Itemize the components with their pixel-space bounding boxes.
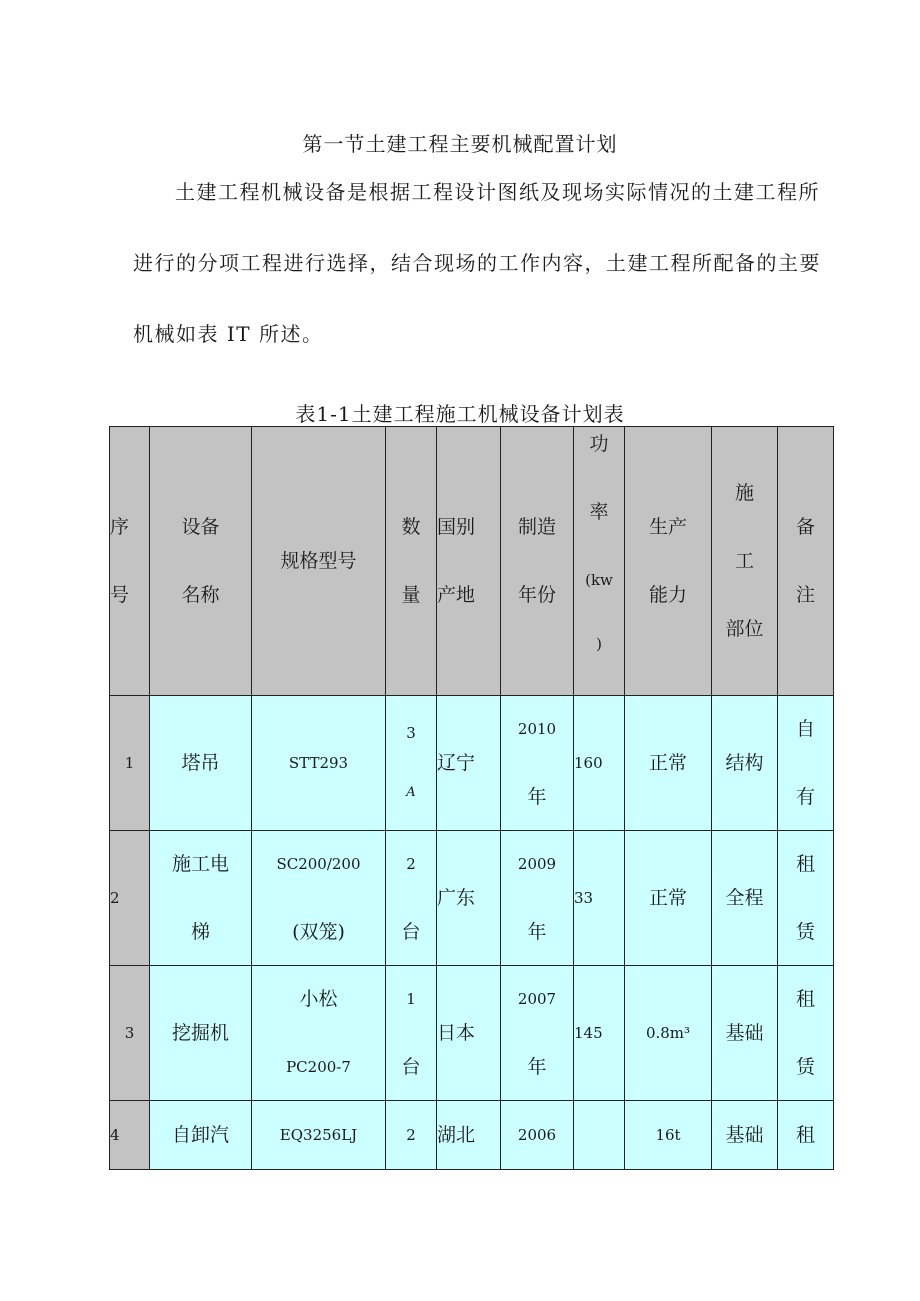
cell-remark: 租 赁 — [778, 831, 834, 966]
table-header-row — [110, 427, 834, 696]
cell-capacity: 正常 — [625, 831, 712, 966]
cell-power: 160 — [574, 696, 625, 831]
cell-seq: 4 — [110, 1101, 150, 1170]
cell-site: 基础 — [712, 966, 778, 1101]
cell-name: 挖掘机 — [150, 966, 252, 1101]
cell-capacity: 正常 — [625, 696, 712, 831]
header-power: 功 率 (kw ) — [574, 427, 625, 696]
cell-qty: 2 — [386, 1101, 437, 1170]
header-capacity: 生产 能力 — [625, 427, 712, 696]
header-qty: 数 量 — [386, 427, 437, 696]
cell-qty: 3 A — [386, 696, 437, 831]
header-origin: 国别 产地 — [437, 427, 501, 696]
cell-seq: 3 — [110, 966, 150, 1101]
body-paragraph — [133, 157, 833, 370]
cell-site: 结构 — [712, 696, 778, 831]
cell-qty: 2 台 — [386, 831, 437, 966]
cell-remark: 自 有 — [778, 696, 834, 831]
cell-origin: 广东 — [437, 831, 501, 966]
cell-year: 2007 年 — [501, 966, 574, 1101]
table-row — [110, 696, 834, 831]
cell-site: 全程 — [712, 831, 778, 966]
cell-seq: 1 — [110, 696, 150, 831]
cell-year: 2010 年 — [501, 696, 574, 831]
cell-spec: 小松 PC200-7 — [252, 966, 386, 1101]
paragraph-line-2: 进行的分项工程进行选择，结合现场的工作内容，土建工程所配备的主要 — [133, 251, 821, 275]
cell-spec: SC200/200 (双笼) — [252, 831, 386, 966]
table-row — [110, 1101, 834, 1170]
cell-name: 自卸汽 — [150, 1101, 252, 1170]
cell-capacity: 16t — [625, 1101, 712, 1170]
header-year: 制造 年份 — [501, 427, 574, 696]
table-row — [110, 831, 834, 966]
cell-remark: 租 — [778, 1101, 834, 1170]
cell-remark: 租 赁 — [778, 966, 834, 1101]
cell-power: 33 — [574, 831, 625, 966]
paragraph-line-1: 土建工程机械设备是根据工程设计图纸及现场实际情况的土建工程所 — [175, 180, 820, 204]
cell-origin: 湖北 — [437, 1101, 501, 1170]
section-heading: 第一节土建工程主要机械配置计划 — [302, 132, 618, 156]
table-row — [110, 966, 834, 1101]
header-name: 设备 名称 — [150, 427, 252, 696]
cell-year: 2009 年 — [501, 831, 574, 966]
cell-origin: 辽宁 — [437, 696, 501, 831]
cell-power — [574, 1101, 625, 1170]
cell-spec: EQ3256LJ — [252, 1101, 386, 1170]
header-remark: 备 注 — [778, 427, 834, 696]
cell-power: 145 — [574, 966, 625, 1101]
cell-name: 施工电 梯 — [150, 831, 252, 966]
cell-capacity: 0.8m³ — [625, 966, 712, 1101]
cell-name: 塔吊 — [150, 696, 252, 831]
cell-site: 基础 — [712, 1101, 778, 1170]
cell-spec: STT293 — [252, 696, 386, 831]
header-spec: 规格型号 — [252, 427, 386, 696]
equipment-table — [109, 426, 834, 1170]
cell-seq: 2 — [110, 831, 150, 966]
paragraph-line-3: 机械如表 IT 所述。 — [133, 322, 324, 346]
table-caption: 表1-1土建工程施工机械设备计划表 — [295, 402, 625, 426]
cell-year: 2006 — [501, 1101, 574, 1170]
header-site: 施 工 部位 — [712, 427, 778, 696]
cell-origin: 日本 — [437, 966, 501, 1101]
header-seq: 序 号 — [110, 427, 150, 696]
cell-qty: 1 台 — [386, 966, 437, 1101]
